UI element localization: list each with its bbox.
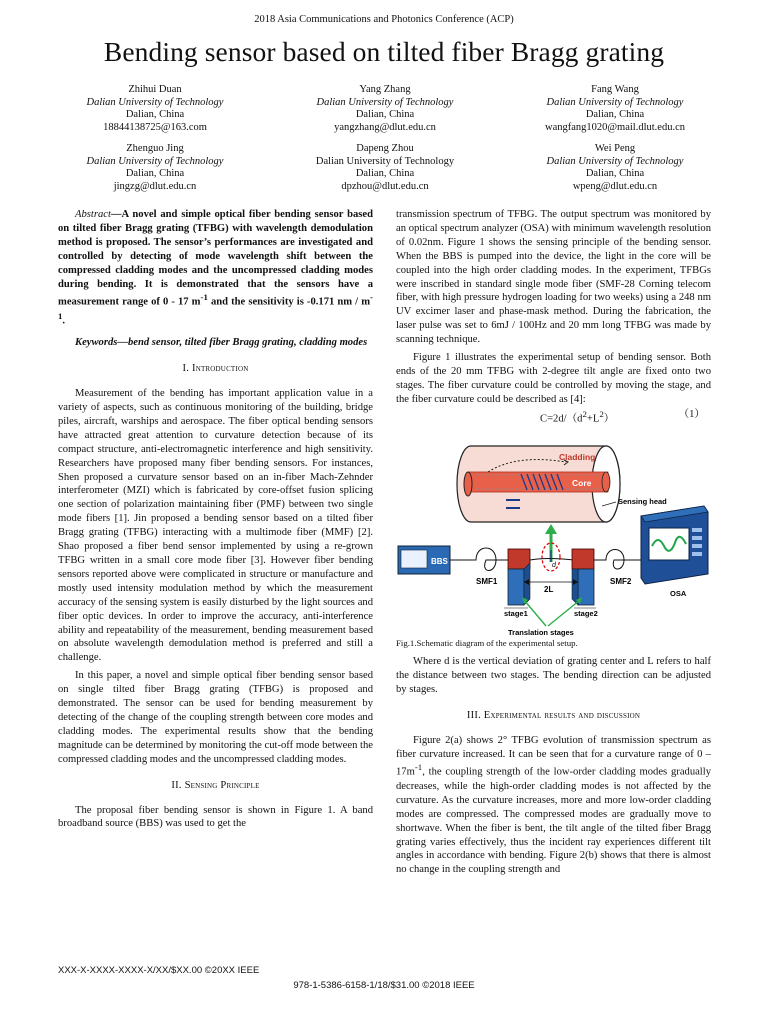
fiber-cylinder xyxy=(457,446,620,522)
eq-part: C=2d/（d xyxy=(540,413,583,425)
author-contact: yangzhang@dlut.edu.cn xyxy=(334,121,436,133)
stage-1 xyxy=(508,549,530,605)
keywords: Keywords—bend sensor, tilted fiber Bragg grating, cladding modes xyxy=(75,337,368,349)
conference-header: 2018 Asia Communications and Photonics Conference (ACP) xyxy=(254,14,514,25)
d-label: d xyxy=(552,562,556,570)
eq-sup: 2 xyxy=(582,408,587,419)
right-paragraph-1: transmission spectrum of TFBG. The output spectrum was monitored by an optical spectrum analyzer (OSA) with minimum wavelength resolution of 0.02nm. Figure 1 shows the sensing principle of the bending sensor. When the BBS is pumped into the device, the light in the core will be coupled into the high order cladding modes. In the experiment, TFBGs were inscribed in standard single mode fiber (SMF-28 Corning telecom fiber, with high pressure hydrogen loading for two weeks) using a 248 nm UV excimer laser and phase-mask method. During the fabrication, the laser pulse was set to 6mJ / 100Hz and 20 mm long TFBG was made by scanning technique. xyxy=(396,209,711,346)
author-contact: jingzg@dlut.edu.cn xyxy=(113,180,197,192)
stage1-label: stage1 xyxy=(504,609,528,619)
author-affiliation: Dalian University of Technology xyxy=(86,96,224,108)
figure-1-caption: Fig.1.Schematic diagram of the experimental setup. xyxy=(396,638,578,649)
results-sup: -1 xyxy=(414,762,423,773)
eq-part: ） xyxy=(603,413,615,425)
author-contact: dpzhou@dlut.edu.cn xyxy=(341,180,429,192)
author-name: Yang Zhang xyxy=(359,84,411,95)
stage2-label: stage2 xyxy=(574,609,598,619)
bbs-label: BBS xyxy=(431,557,448,567)
abstract-sup1: -1 xyxy=(200,292,208,303)
figure-1-setup-diagram xyxy=(396,432,711,637)
stage-2 xyxy=(572,549,594,605)
author-5 xyxy=(270,143,500,193)
author-contact: wangfang1020@mail.dlut.edu.cn xyxy=(544,121,685,133)
author-6 xyxy=(500,143,730,193)
author-name: Fang Wang xyxy=(591,84,639,95)
author-location: Dalian, China xyxy=(585,109,645,120)
author-affiliation: Dalian University of Technology xyxy=(86,155,224,167)
author-name: Dapeng Zhou xyxy=(356,143,414,154)
author-affiliation: Dalian University of Technology xyxy=(546,155,684,167)
right-paragraph-3: Where d is the vertical deviation of grating center and L refers to half the distance between two stages. The bending direction can be adjusted by stages. xyxy=(396,656,711,695)
author-affiliation: Dalian University of Technology xyxy=(316,96,454,108)
author-row-1 xyxy=(40,84,730,134)
right-column xyxy=(396,208,711,877)
section-heading-introduction: I. Introduction xyxy=(182,363,249,375)
author-name: Wei Peng xyxy=(594,143,636,154)
equation-number: （1） xyxy=(678,408,705,420)
equation-1 xyxy=(396,408,711,426)
two-l-label: 2L xyxy=(544,585,554,595)
osa-device xyxy=(641,506,708,584)
author-affiliation: Dalian University of Technology xyxy=(546,96,684,108)
equation-body xyxy=(540,408,614,426)
eq-sup: 2 xyxy=(599,408,604,419)
author-name: Zhenguo Jing xyxy=(126,143,184,154)
abstract-mid: and the sensitivity is -0.171 nm / m xyxy=(207,296,371,308)
cladding-label: Cladding xyxy=(559,452,596,463)
results-text-b: , the coupling strength of the low-order cladding modes gradually decreases, while the high-order cladding modes is not affected by the curvature. As the curvature increases, more and more low-order cladding modes are compressed. The compressed modes are gradually move to shortwave. When the fiber is bent, the tilt angle of the tilted fiber Bragg grating varies effectively, thus the incident ray experiences different tilt angles in accordance with bending. Figure 2(b) shows that there is almost no change in the coupling strength and xyxy=(396,767,711,876)
eq-part: +L xyxy=(586,413,600,425)
author-4 xyxy=(40,143,270,193)
osa-label: OSA xyxy=(670,589,687,599)
footer-copyright-placeholder: XXX-X-XXXX-XXXX-X/XX/$XX.00 ©20XX IEEE xyxy=(58,965,260,976)
author-name: Zhihui Duan xyxy=(128,84,182,95)
author-location: Dalian, China xyxy=(125,109,185,120)
author-contact: 18844138725@163.com xyxy=(103,121,207,133)
smf2-label: SMF2 xyxy=(610,577,632,587)
smf1-label: SMF1 xyxy=(476,577,498,587)
core-label: Core xyxy=(572,478,592,489)
author-location: Dalian, China xyxy=(585,168,645,179)
abstract xyxy=(58,208,373,328)
translation-arrows xyxy=(524,600,580,626)
section-heading-results: III. Experimental results and discussion xyxy=(466,709,641,721)
author-2 xyxy=(270,84,500,134)
author-block xyxy=(40,84,730,202)
intro-paragraph-1: Measurement of the bending has important application value in a variety of aspects, such as continuous monitoring of the building, bridge piles, aircraft, warships and aerospace. The fiber optical bending sensors have attracted great attention to curvature detection because of its compact structure, anti-electromagnetic interference and high sensitivity. Researchers have proposed many fiber bending sensors. For instances, Shen proposed a curvature sensor based on an in-fiber Mach-Zehnder interferometer (MZI) which is fabricated by core-offset fusion splicing one section of polarization maintaining fiber (PMF) between two single mode fibers [1]. Jin proposed a bending sensor based on a tilted fiber Bragg grating (TFBG) interacting with a multimode fiber (MMF) [2]. Shao proposed a fiber bend sensor implemented by using a re-grown TFBG written in a small core mode fiber [3]. However fiber bending sensors reported above were complicated in structure or manufacture and mostly used intensity modulation method by which the measurement accuracy of the sensing system is easily disturbed by the light sources and fiber optic devices. In order to improve the accuracy, anti-interference ability and repeatability of the measurement, bending measurement based on absolute wavelength demodulation method is preferred and still a challenge. xyxy=(58,388,373,664)
abstract-end: . xyxy=(62,315,66,327)
author-3 xyxy=(500,84,730,134)
author-affiliation: Dalian University of Technology xyxy=(315,155,455,167)
author-contact: wpeng@dlut.edu.cn xyxy=(572,180,658,192)
paper-title: Bending sensor based on tilted fiber Bragg grating xyxy=(103,36,665,67)
left-column xyxy=(58,208,373,831)
results-paragraph-1 xyxy=(396,734,711,878)
intro-paragraph-2: In this paper, a novel and simple optical fiber bending sensor based on single tilted fiber Bragg grating (TFBG) is proposed and demonstrated. The sensor can be used for bending measurement by detecting of the change of the coupling strength between core modes and cladding modes. The experimental results show that the bending magnitude can be determined by monitoring the cut-off mode between the compressed cladding modes and the uncompressed cladding modes. xyxy=(58,670,373,765)
footer-copyright: 978-1-5386-6158-1/18/$31.00 ©2018 IEEE xyxy=(293,980,475,991)
results-text-a: Figure 2(a) shows 2° TFBG evolution of transmission spectrum as fiber curvature increased. It can be seen that for a curvature range of 0 – 17m xyxy=(396,734,711,778)
abstract-sup2: -1 xyxy=(58,292,373,321)
sensing-paragraph-1: The proposal fiber bending sensor is shown in Figure 1. A band broadband source (BBS) was used to get the xyxy=(58,804,373,830)
section-heading-sensing-principle: II. Sensing Principle xyxy=(171,779,260,791)
author-location: Dalian, China xyxy=(355,109,415,120)
abstract-text: —A novel and simple optical fiber bending sensor based on tilted fiber Bragg grating (TFBG) with wavelength demodulation method is proposed. The sensor’s performances are investigated and controlled by detecting of mode wavelength shift between the compressed cladding modes and the uncompressed cladding modes during bending. It is demonstrated that the sensors have a measurement range of 0 - 17 m xyxy=(58,209,373,308)
translation-stages-label: Translation stages xyxy=(508,628,574,638)
author-location: Dalian, China xyxy=(125,168,185,179)
author-location: Dalian, China xyxy=(355,168,415,179)
author-row-2 xyxy=(40,143,730,193)
sensing-head-label: Sensing head xyxy=(618,497,667,507)
abstract-lead: Abstract xyxy=(75,209,111,220)
setup-diagram-svg xyxy=(396,432,711,637)
right-paragraph-2: Figure 1 illustrates the experimental setup of bending sensor. Both ends of the 20 mm TFBG with 2-degree tilt angle are fixed onto two stages. The fiber curvature could be controlled by moving the stage, and the fiber curvature could be described as [4]: xyxy=(396,352,711,405)
author-1 xyxy=(40,84,270,134)
